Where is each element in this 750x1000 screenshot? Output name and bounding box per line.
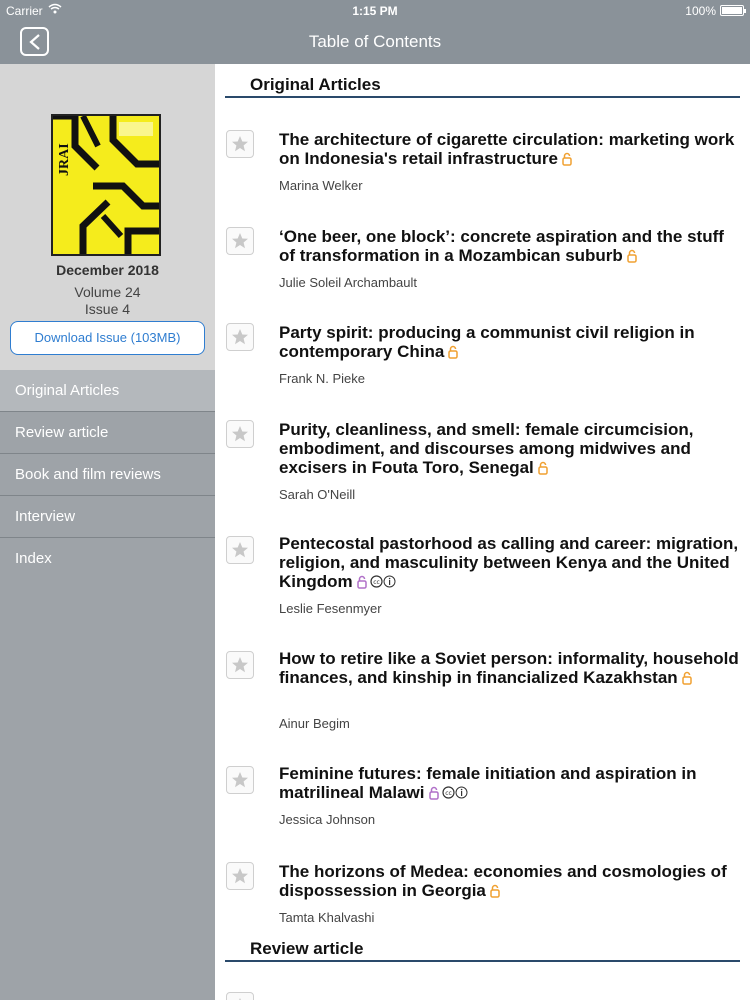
star-icon xyxy=(231,867,249,885)
open-access-lock-icon xyxy=(562,152,572,166)
issue-number: Issue 4 xyxy=(84,301,131,317)
open-access-lock-icon xyxy=(682,671,692,685)
section-list xyxy=(0,370,215,580)
issue-volume: Volume 24 xyxy=(74,284,141,300)
article-author: Ainur Begim xyxy=(279,716,350,731)
article-author: Jessica Johnson xyxy=(279,812,376,827)
star-icon xyxy=(231,541,249,559)
star-icon xyxy=(231,328,249,346)
open-access-lock-icon xyxy=(448,345,458,359)
open-access-lock-icon xyxy=(429,786,439,800)
article-author: Leslie Fesenmyer xyxy=(279,601,382,616)
article-title-text: Feminine futures: female initiation and aspiration in matrilineal Malawi xyxy=(279,764,697,802)
favorite-button[interactable] xyxy=(226,766,254,794)
status-time: 1:15 PM xyxy=(352,4,398,18)
article-title[interactable] xyxy=(279,323,739,361)
battery-percent: 100% xyxy=(685,4,716,18)
top-bar xyxy=(0,0,750,64)
page-title: Table of Contents xyxy=(308,32,442,51)
favorite-button[interactable] xyxy=(226,420,254,448)
article-title-text: Purity, cleanliness, and smell: female circumcision, embodiment, and discourses among midwives and excisers in Fouta Toro, Senegal xyxy=(279,420,694,477)
cover-title: JRAI xyxy=(57,143,72,176)
article-title[interactable] xyxy=(279,649,739,687)
article-author: Tamta Khalvashi xyxy=(279,910,375,925)
issue-date: December 2018 xyxy=(56,262,159,278)
svg-text:cc: cc xyxy=(372,579,380,586)
journal-cover-image[interactable] xyxy=(51,114,161,256)
article-title[interactable] xyxy=(279,420,739,477)
star-icon xyxy=(231,425,249,443)
favorite-button[interactable] xyxy=(226,651,254,679)
star-icon xyxy=(231,135,249,153)
star-icon xyxy=(231,771,249,789)
open-access-lock-icon xyxy=(357,575,367,589)
carrier-label: Carrier xyxy=(6,4,43,18)
sidebar-item-original-articles[interactable]: Original Articles xyxy=(0,370,215,412)
sidebar-item-review-article[interactable]: Review article xyxy=(0,412,215,454)
issue-panel xyxy=(0,64,215,370)
article-title-text: Party spirit: producing a communist civil religion in contemporary China xyxy=(279,323,695,361)
star-icon xyxy=(231,656,249,674)
download-issue-button[interactable]: Download Issue (103MB) xyxy=(10,321,205,355)
sidebar-item-book-film-reviews[interactable]: Book and film reviews xyxy=(0,454,215,496)
favorite-button[interactable] xyxy=(226,130,254,158)
article-author: Sarah O'Neill xyxy=(279,487,356,502)
section-header-original-articles: Original Articles xyxy=(225,64,740,98)
favorite-button[interactable] xyxy=(226,536,254,564)
article-title-text: The architecture of cigarette circulation: marketing work on Indonesia's retail infrastructure xyxy=(279,130,735,168)
battery-icon xyxy=(720,5,744,16)
article-title[interactable] xyxy=(279,227,739,265)
article-title[interactable] xyxy=(279,534,739,591)
star-icon xyxy=(231,232,249,250)
article-title-text: The horizons of Medea: economies and cosmologies of dispossession in Georgia xyxy=(279,862,727,900)
article-title-text: How to retire like a Soviet person: informality, household finances, and kinship in financialized Kazakhstan xyxy=(279,649,739,687)
article-author: Julie Soleil Archambault xyxy=(279,275,418,290)
svg-text:cc: cc xyxy=(444,790,452,797)
article-author: Marina Welker xyxy=(279,178,363,193)
section-header-review-article: Review article xyxy=(225,928,740,962)
sidebar-item-index[interactable]: Index xyxy=(15,550,52,567)
article-author: Frank N. Pieke xyxy=(279,371,365,386)
sidebar-item-interview[interactable]: Interview xyxy=(0,496,215,538)
favorite-button[interactable] xyxy=(226,992,254,1000)
article-title[interactable] xyxy=(279,130,739,168)
open-access-lock-icon xyxy=(538,461,548,475)
favorite-button[interactable] xyxy=(226,862,254,890)
cover-pattern xyxy=(53,116,159,254)
creative-commons-icon xyxy=(442,786,468,799)
open-access-lock-icon xyxy=(490,884,500,898)
article-title[interactable] xyxy=(279,862,739,900)
article-title[interactable] xyxy=(279,764,739,802)
open-access-lock-icon xyxy=(627,249,637,263)
status-bar xyxy=(0,0,750,22)
creative-commons-icon xyxy=(370,575,396,588)
sidebar xyxy=(0,64,215,1000)
favorite-button[interactable] xyxy=(226,227,254,255)
article-title-text: Pentecostal pastorhood as calling and career: migration, religion, and masculinity between Kenya and the United Kingdom xyxy=(279,534,739,591)
article-list[interactable] xyxy=(215,64,750,1000)
article-title-text: ‘One beer, one block’: concrete aspiration and the stuff of transformation in a Mozambican suburb xyxy=(279,227,724,265)
favorite-button[interactable] xyxy=(226,323,254,351)
